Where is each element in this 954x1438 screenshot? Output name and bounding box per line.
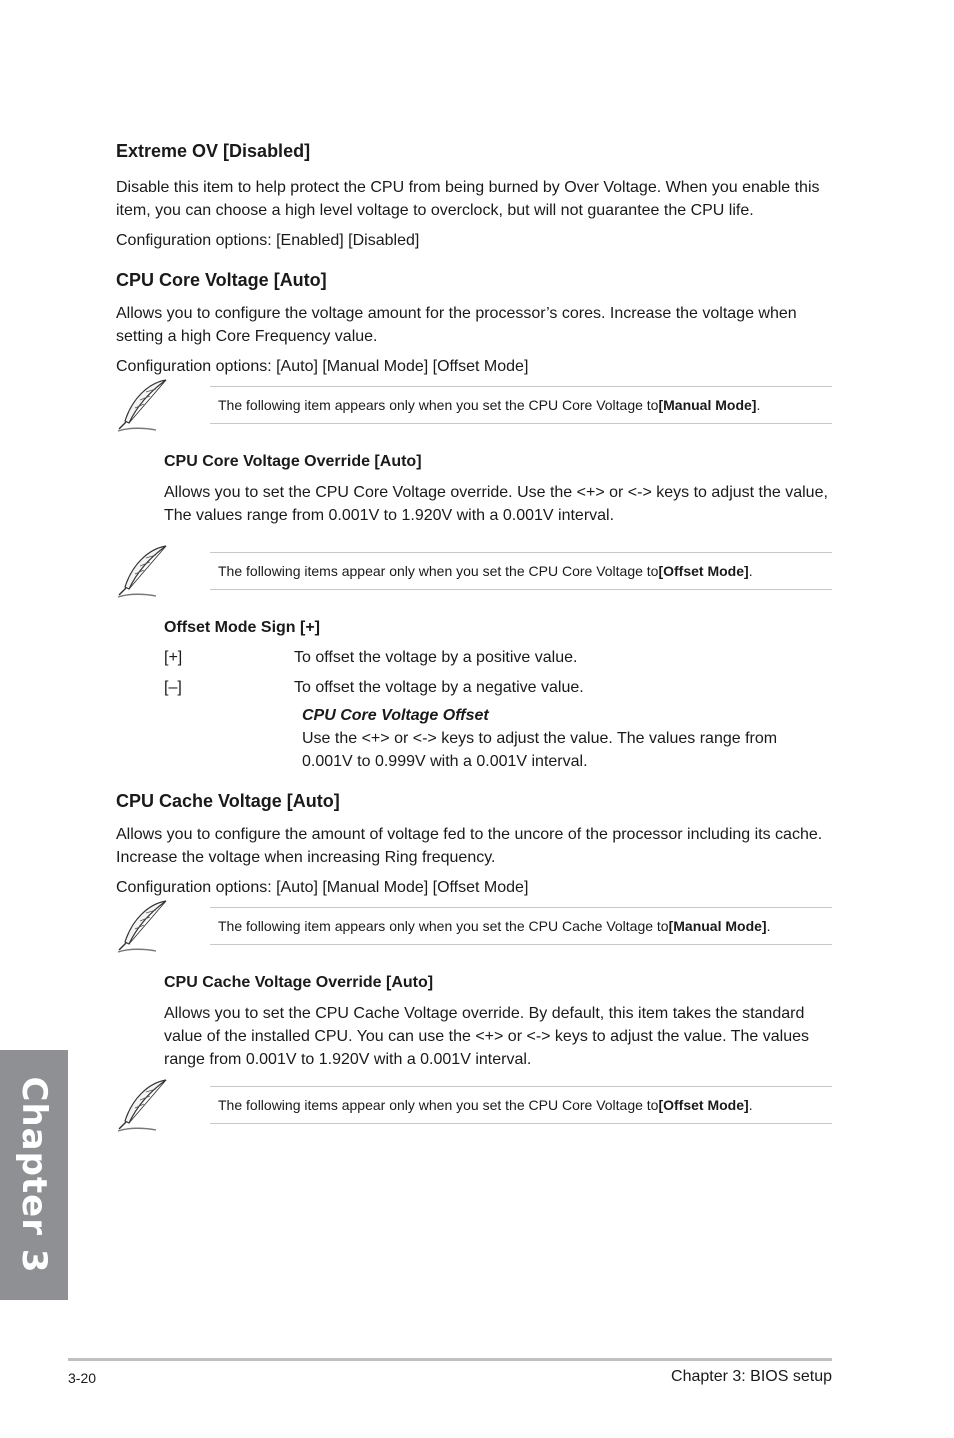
offset-heading: CPU Core Voltage Offset: [302, 707, 489, 724]
note-box: [210, 1086, 832, 1124]
chapter-sidebar-tab: [0, 1050, 68, 1300]
feather-pen-icon: [116, 1077, 172, 1133]
note-text: The following item appears only when you set the CPU Core Voltage to: [218, 397, 659, 413]
cache-override-block: [164, 973, 832, 1071]
feather-pen-icon: [116, 898, 172, 954]
note-bold: [Offset Mode]: [658, 563, 749, 579]
sign-minus-desc: To offset the voltage by a negative value.: [294, 679, 584, 696]
sign-plus-key: [+]: [164, 649, 183, 666]
note-bold: [Offset Mode]: [658, 1097, 749, 1113]
sign-minus-key: [–]: [164, 679, 182, 696]
footer-chapter-title: Chapter 3: BIOS setup: [671, 1368, 832, 1385]
note-period: .: [766, 918, 771, 934]
page-number: 3-20: [68, 1370, 97, 1386]
feather-pen-icon: [116, 543, 172, 599]
sign-plus-desc: To offset the voltage by a positive value.: [294, 649, 578, 666]
note-text: The following items appear only when you set the CPU Core Voltage to: [218, 1097, 659, 1113]
cache-override-heading: CPU Cache Voltage Override [Auto]: [164, 974, 434, 991]
note-period: .: [748, 563, 753, 579]
note-period: .: [748, 1097, 753, 1113]
cpu-core-voltage-heading: CPU Core Voltage [Auto]: [116, 270, 327, 290]
chapter-label: Chapter 3: [14, 1076, 54, 1274]
page-content: [116, 140, 832, 1126]
note-period: .: [756, 397, 761, 413]
sign-minus-row: [164, 676, 832, 699]
cpu-cache-voltage-description: Allows you to configure the amount of voltage fed to the uncore of the processor including its cache. Increase the voltage when increasing Ring frequency.: [116, 826, 823, 866]
cache-override-description: Allows you to set the CPU Cache Voltage override. By default, this item takes the standard value of the installed CPU. You can use the <+> or <-> keys to adjust the value. The values range from 0.001V to 1.920V with a 0.001V interval.: [164, 1005, 810, 1068]
note-text: The following items appear only when you set the CPU Core Voltage to: [218, 563, 659, 579]
note-bold: [Manual Mode]: [668, 918, 767, 934]
note-box: [210, 552, 832, 590]
offset-sign-block: [164, 618, 832, 773]
extreme-ov-heading: Extreme OV [Disabled]: [116, 141, 311, 161]
sign-plus-row: [164, 646, 832, 669]
extreme-ov-description: Disable this item to help protect the CPU from being burned by Over Voltage. When you enable this item, you can choose a high level voltage to overclock, but will not guarantee the CPU life.: [116, 179, 820, 219]
offset-description: Use the <+> or <-> keys to adjust the value. The values range from 0.001V to 0.999V with a 0.001V interval.: [302, 730, 778, 770]
note-text: The following item appears only when you set the CPU Cache Voltage to: [218, 918, 669, 934]
cpu-cache-voltage-options: Configuration options: [Auto] [Manual Mode] [Offset Mode]: [116, 879, 529, 896]
note-bold: [Manual Mode]: [658, 397, 757, 413]
extreme-ov-options: Configuration options: [Enabled] [Disabled]: [116, 232, 420, 249]
note-box: [210, 386, 832, 424]
cpu-cache-voltage-heading: CPU Cache Voltage [Auto]: [116, 791, 340, 811]
footer-divider: [68, 1358, 832, 1361]
offset-sign-heading: Offset Mode Sign [+]: [164, 619, 320, 636]
note-cache-offset-mode: [116, 1086, 832, 1126]
note-box: [210, 907, 832, 945]
offset-block: [302, 705, 832, 773]
feather-pen-icon: [116, 377, 172, 433]
cpu-core-voltage-options: Configuration options: [Auto] [Manual Mode] [Offset Mode]: [116, 358, 529, 375]
cpu-core-voltage-description: Allows you to configure the voltage amount for the processor’s cores. Increase the voltage when setting a high Core Frequency value.: [116, 305, 797, 345]
note-manual-mode: [116, 386, 832, 426]
core-override-heading: CPU Core Voltage Override [Auto]: [164, 453, 422, 470]
core-override-block: [164, 452, 832, 527]
note-cache-manual-mode: [116, 907, 832, 947]
note-offset-mode: [116, 552, 832, 592]
core-override-description: Allows you to set the CPU Core Voltage override. Use the <+> or <-> keys to adjust the value, The values range from 0.001V to 1.920V with a 0.001V interval.: [164, 484, 828, 524]
